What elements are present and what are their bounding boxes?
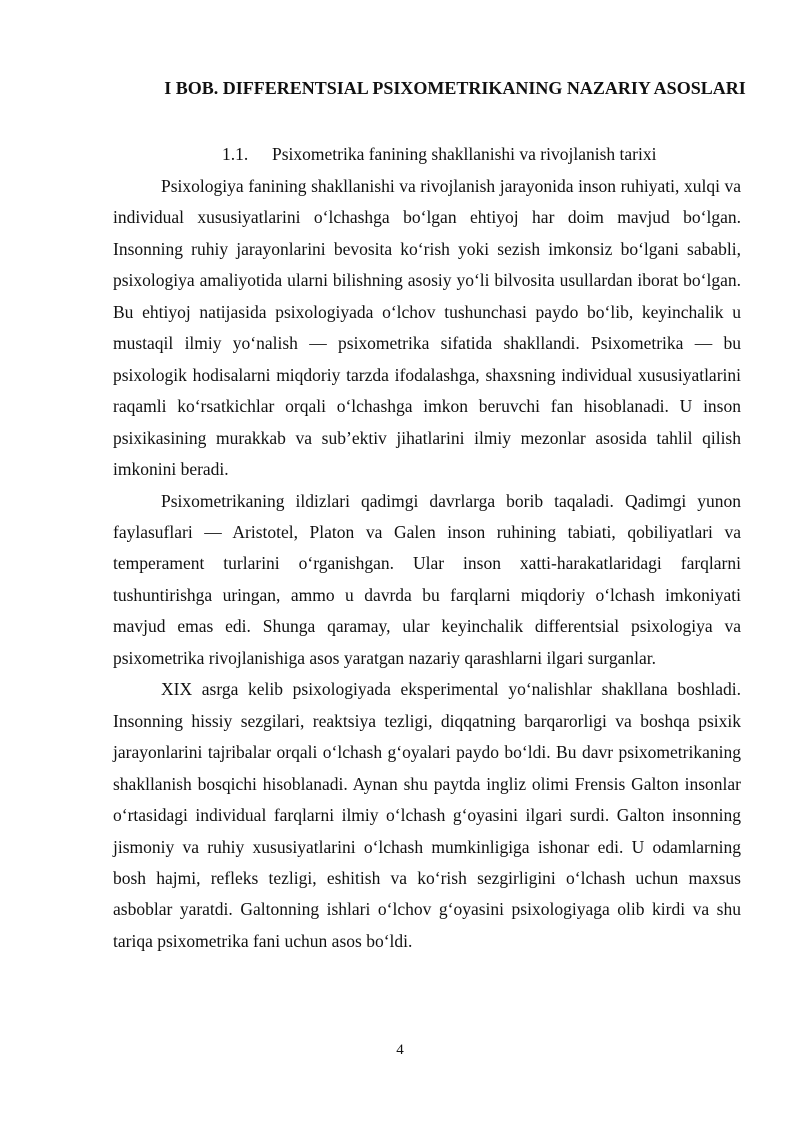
paragraph-1: Psixologiya fanining shakllanishi va rivojlanish jarayonida inson ruhiyati, xulqi va individual xususiyatlarini o‘lchashga bo‘lgan ehtiyoj har doim mavjud bo‘lgan. Insonning ruhiy jarayonlarini bevosita ko‘rish yoki sezish imkonsiz bo‘lgani sababli, psixologiya amaliyotida ularni bilishning asosiy yo‘li bilvosita usullardan iborat bo‘lgan. Bu ehtiyoj natijasida psixologiyada o‘lchov tushunchasi paydo bo‘lib, keyinchalik u mustaqil ilmiy yo‘nalish — psixometrika sifatida shakllandi. Psixometrika — bu psixologik hodisalarni miqdoriy tarzda ifodalashga, shaxsning individual xususiyatlarini raqamli ko‘rsatkichlar orqali o‘lchashga imkon beruvchi fan hisoblanadi. U inson psixikasining murakkab va sub’ektiv jihatlarini ilmiy mezonlar asosida tahlil qilish imkonini beradi. [113, 176, 741, 480]
section-heading [222, 140, 656, 168]
paragraph-3: XIX asrga kelib psixologiyada eksperimental yo‘nalishlar shakllana boshladi. Insonning hissiy sezgilari, reaktsiya tezligi, diqqatning barqarorligi va boshqa psixik jarayonlarini tajribalar orqali o‘lchash g‘oyalari paydo bo‘ldi. Bu davr psixometrikaning shakllanish bosqichi hisoblanadi. Aynan shu paytda ingliz olimi Frensis Galton insonlar o‘rtasidagi individual farqlarni ilmiy o‘lchash g‘oyasini ilgari surdi. Galton insonning jismoniy va ruhiy xususiyatlarini o‘lchash mumkinligiga ishonar edi. U odamlarning bosh hajmi, refleks tezligi, eshitish va ko‘rish sezgirligini o‘lchash uchun maxsus asboblar yaratdi. Galtonning ishlari o‘lchov g‘oyasini psixologiyaga olib kirdi va shu tariqa psixometrika fani uchun asos bo‘ldi. [113, 679, 741, 951]
section-number: 1.1. [222, 144, 249, 164]
paragraph-2: Psixometrikaning ildizlari qadimgi davrlarga borib taqaladi. Qadimgi yunon faylasuflari — Aristotel, Platon va Galen inson ruhining tabiati, qobiliyatlari va temperament turlarini o‘rganishgan. Ular inson xatti-harakatlaridagi farqlarni tushuntirishga uringan, ammo u davrda bu farqlarni miqdoriy o‘lchash imkoniyati mavjud emas edi. Shunga qaramay, ular keyinchalik differentsial psixologiya va psixometrika rivojlanishiga asos yaratgan nazariy qarashlarni ilgari surganlar. [113, 490, 741, 668]
page-number: 4 [396, 1042, 404, 1058]
section-title: Psixometrika fanining shakllanishi va rivojlanish tarixi [272, 144, 657, 164]
body-text [113, 171, 741, 957]
chapter-title: I BOB. DIFFERENTSIAL PSIXOMETRIKANING NAZARIY ASOSLARI [164, 78, 746, 98]
